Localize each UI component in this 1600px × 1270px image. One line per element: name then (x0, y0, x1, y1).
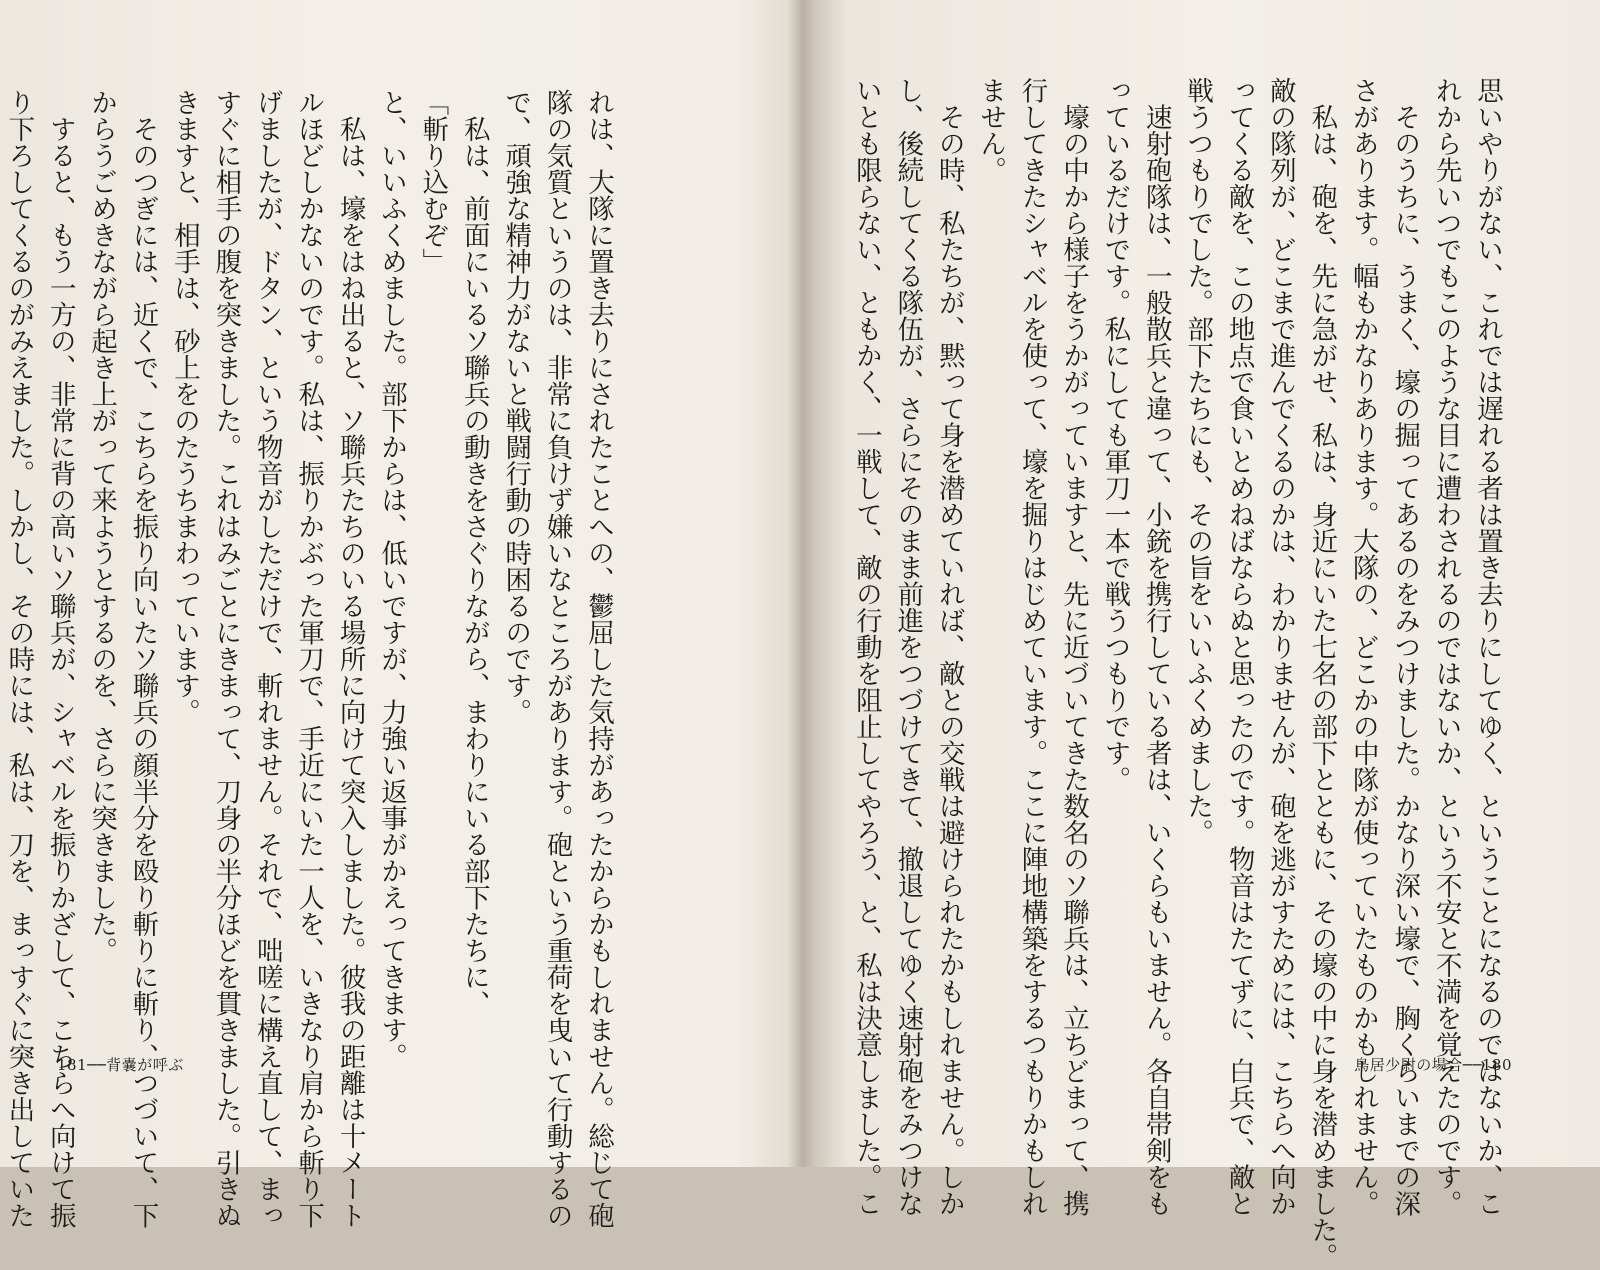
text-line: り下ろしてくるのがみえました。しかし、その時には、私は、刀を、まっすぐに突き出していた (3, 89, 35, 1229)
text-line: 戦うつもりでした。部下たちにも、その旨をいいふくめました。 (1182, 77, 1214, 846)
text-line: 私は、壕をはね出ると、ソ聯兵たちのいる場所に向けて突入しました。彼我の距離は十メート (334, 89, 366, 1229)
text-line: 壕の中から様子をうかがっていますと、先に近づいてきた数名のソ聯兵は、立ちどまって、携 (1057, 77, 1089, 1217)
text-line: っているだけです。私にしても軍刀一本で戦うつもりです。 (1099, 77, 1131, 793)
left-page (0, 0, 805, 1229)
text-line: そのうちに、うまく、壕の掘ってあるのをみつけました。かなり深い壕で、胸くらいまでの深 (1389, 77, 1421, 1217)
text-line: し、後続してくる隊伍が、さらにそのまま前進をつづけてきて、撤退してゆく速射砲をみつけな (892, 77, 924, 1217)
text-line: げましたが、ドタン、という物音がしただけで、斬れません。それで、咄嗟に構え直して、まっ (251, 89, 283, 1229)
text-line: ません。 (975, 77, 1007, 183)
text-line: ってくる敵を、この地点で食いとめねばならぬと思ったのです。物音はたてずに、白兵で、敵と (1223, 77, 1255, 1217)
text-line: 思いやりがない、これでは遅れる者は置き去りにしてゆく、ということになるのではないか、こ (1472, 77, 1503, 1217)
text-line: からうごめきながら起き上がって来ようとするのを、さらに突きました。 (86, 89, 118, 964)
right-page (805, 0, 1600, 1270)
text-line: れは、大隊に置き去りにされたことへの、鬱屈した気持があったからかもしれません。総じて砲 (583, 89, 614, 1229)
left-page-footer: 181──背嚢が呼ぶ (57, 1056, 184, 1074)
text-line: で、頑強な精神力がないと戦闘行動の時困るのです。 (500, 89, 532, 725)
text-line: きますと、相手は、砂上をのたうちまわっています。 (168, 89, 200, 725)
text-line: 行してきたシャベルを使って、壕を掘りはじめています。ここに陣地構築をするつもりかもしれ (1016, 77, 1048, 1217)
text-line: すると、もう一方の、非常に背の高いソ聯兵が、シャベルを振りかざして、こちらへ向けて振 (44, 89, 76, 1229)
text-line: 隊の気質というのは、非常に負けず嫌いなところがあります。砲という重荷を曳いて行動するの (541, 89, 573, 1229)
text-line: 「斬り込むぞ」 (417, 89, 449, 275)
text-line: 私は、砲を、先に急がせ、私は、身近にいた七名の部下とともに、その壕の中に身を潜めました。 (1306, 77, 1338, 1270)
text-line: その時、私たちが、黙って身を潜めていれば、敵との交戦は避けられたかもしれません。しか (933, 77, 965, 1217)
text-line: 私は、前面にいるソ聯兵の動きをさぐりながら、まわりにいる部下たちに、 (458, 89, 490, 1017)
text-line: れから先いつでもこのような目に遭わされるのではないか、という不安と不満を覚えたのです。 (1430, 77, 1462, 1217)
text-line: さがあります。幅もかなりあります。大隊の、どこかの中隊が使っていたものかもしれません。 (1347, 77, 1379, 1217)
text-line: 敵の隊列が、どこまで進んでくるのかは、わかりませんが、砲を逃がすためには、こちらへ向か (1264, 77, 1296, 1217)
text-line: と、いいふくめました。部下からは、低いですが、力強い返事がかえってきます。 (375, 89, 407, 1070)
right-page-footer: 鳥居少尉の場合──180 (1354, 1056, 1512, 1074)
text-line: ルほどしかないのです。私は、振りかぶった軍刀で、手近にいた一人を、いきなり肩から斬り下 (293, 89, 325, 1229)
text-line: いとも限らない、ともかく、一戦して、敵の行動を阻止してやろう、と、私は決意しました。こ (850, 77, 882, 1217)
text-line: すぐに相手の腹を突きました。これはみごとにきまって、刀身の半分ほどを貫きました。引きぬ (210, 89, 242, 1229)
text-line: 速射砲隊は、一般散兵と違って、小銃を携行している者は、いくらもいません。各自帯剣をも (1140, 77, 1172, 1217)
text-line: そのつぎには、近くで、こちらを振り向いたソ聯兵の顔半分を殴り斬りに斬り、つづいて、下 (127, 89, 159, 1229)
